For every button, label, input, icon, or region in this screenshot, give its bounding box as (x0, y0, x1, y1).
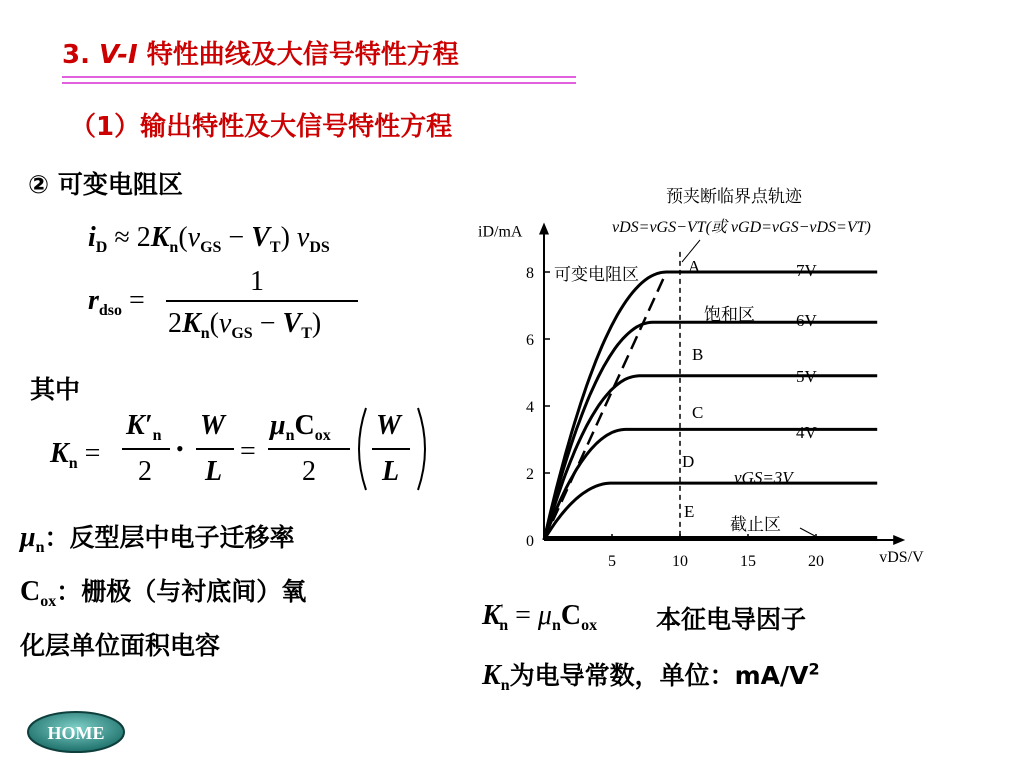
curve-label-vgs3: vGS=3V (734, 468, 793, 487)
curve-label-7V: 7V (796, 261, 817, 280)
kn-num3: $\mu_nC_{ox}$ (270, 410, 331, 444)
rdso-fraction-bar (166, 300, 358, 302)
x-tick-label: 10 (672, 553, 688, 570)
x-tick-label: 15 (740, 553, 756, 570)
kn-num1: $K'_n$ (126, 410, 162, 444)
x-axis-label: vDS/V (879, 549, 924, 566)
x-tick-label: 20 (808, 553, 824, 570)
kn-den2: L (205, 456, 223, 487)
kprime-text: 本征电导因子 (656, 605, 807, 634)
mu-definition: $\mu_n$：反型层中电子迁移率 (20, 522, 295, 556)
home-button[interactable] (26, 710, 126, 754)
kn-unit-line: $K_n$为电导常数，单位：$mA/V^2$ (482, 659, 820, 694)
curve-3 (544, 429, 877, 540)
rdso-label: $r_{dso}$ = (88, 285, 145, 319)
y-tick-label: 8 (526, 265, 534, 282)
rdso-denominator: $2K_n(v_{GS} - V_T)$ (168, 308, 322, 342)
point-label-D: D (682, 452, 695, 471)
y-tick-label: 4 (526, 399, 534, 416)
rdso-numerator: 1 (250, 266, 264, 297)
y-axis-label: iD/mA (478, 223, 523, 241)
kn-dot: • (176, 436, 184, 461)
curve-1 (544, 322, 877, 540)
curve-2 (544, 376, 877, 540)
x-tick-label: 5 (608, 553, 616, 570)
home-label: HOME (47, 723, 105, 743)
curve-4 (544, 483, 877, 540)
where-label: 其中 (30, 375, 81, 404)
x-axis-arrow (893, 535, 905, 545)
y-tick-label: 2 (526, 466, 534, 483)
region-variable-resistance: 可变电阻区 (554, 265, 639, 285)
id-equation: $i_D \approx 2K_n(v_{GS} - V_T)$ $v_{DS}$ (88, 222, 330, 256)
curve-label-5V: 5V (796, 367, 817, 386)
kn-frac4-bar (372, 448, 410, 450)
kn-frac1-bar (122, 448, 170, 450)
cox-definition-cont: 化层单位面积电容 (20, 631, 221, 660)
kn-den4: L (382, 456, 400, 487)
y-axis-arrow (539, 223, 549, 235)
kn-lhs: $K_n$ = (50, 438, 101, 472)
point-label-A: A (688, 257, 701, 276)
point-label-C: C (692, 403, 704, 422)
output-characteristics-chart (470, 180, 990, 580)
title-underline-2 (62, 82, 576, 84)
curve-label-6V: 6V (796, 311, 817, 330)
cox-definition: $C_{ox}$：栅极（与衬底间）氧 (20, 576, 307, 610)
kn-den3: 2 (302, 456, 316, 487)
curve-label-4V: 4V (796, 423, 817, 442)
pinch-off-locus (544, 272, 666, 540)
kn-frac2-bar (196, 448, 234, 450)
pinch-title: 预夹断临界点轨迹 (666, 187, 802, 206)
kprime-equation: $K'_n = \mu_nC_{ox}$ (482, 600, 598, 634)
kn-eq2: = (240, 436, 256, 467)
page-title: 3. V-I 特性曲线及大信号特性方程 (62, 40, 459, 70)
point-label-E: E (684, 502, 695, 521)
kn-num2: W (200, 410, 225, 441)
kn-frac3-bar (268, 448, 350, 450)
section-heading: ② 可变电阻区 (28, 170, 183, 199)
cutoff-pointer (800, 528, 815, 536)
region-saturation: 饱和区 (704, 305, 755, 325)
subtitle: （1）输出特性及大信号特性方程 (70, 112, 453, 142)
region-cutoff: 截止区 (730, 515, 781, 535)
y-tick-label: 0 (526, 533, 534, 550)
y-tick-label: 6 (526, 332, 534, 349)
kn-num4: W (376, 410, 401, 441)
title-underline (62, 76, 576, 78)
kn-den1: 2 (138, 456, 152, 487)
pinch-equation: vDS=vGS−VT(或 vGD=vGS−vDS=VT) (612, 219, 871, 236)
point-label-B: B (692, 345, 704, 364)
